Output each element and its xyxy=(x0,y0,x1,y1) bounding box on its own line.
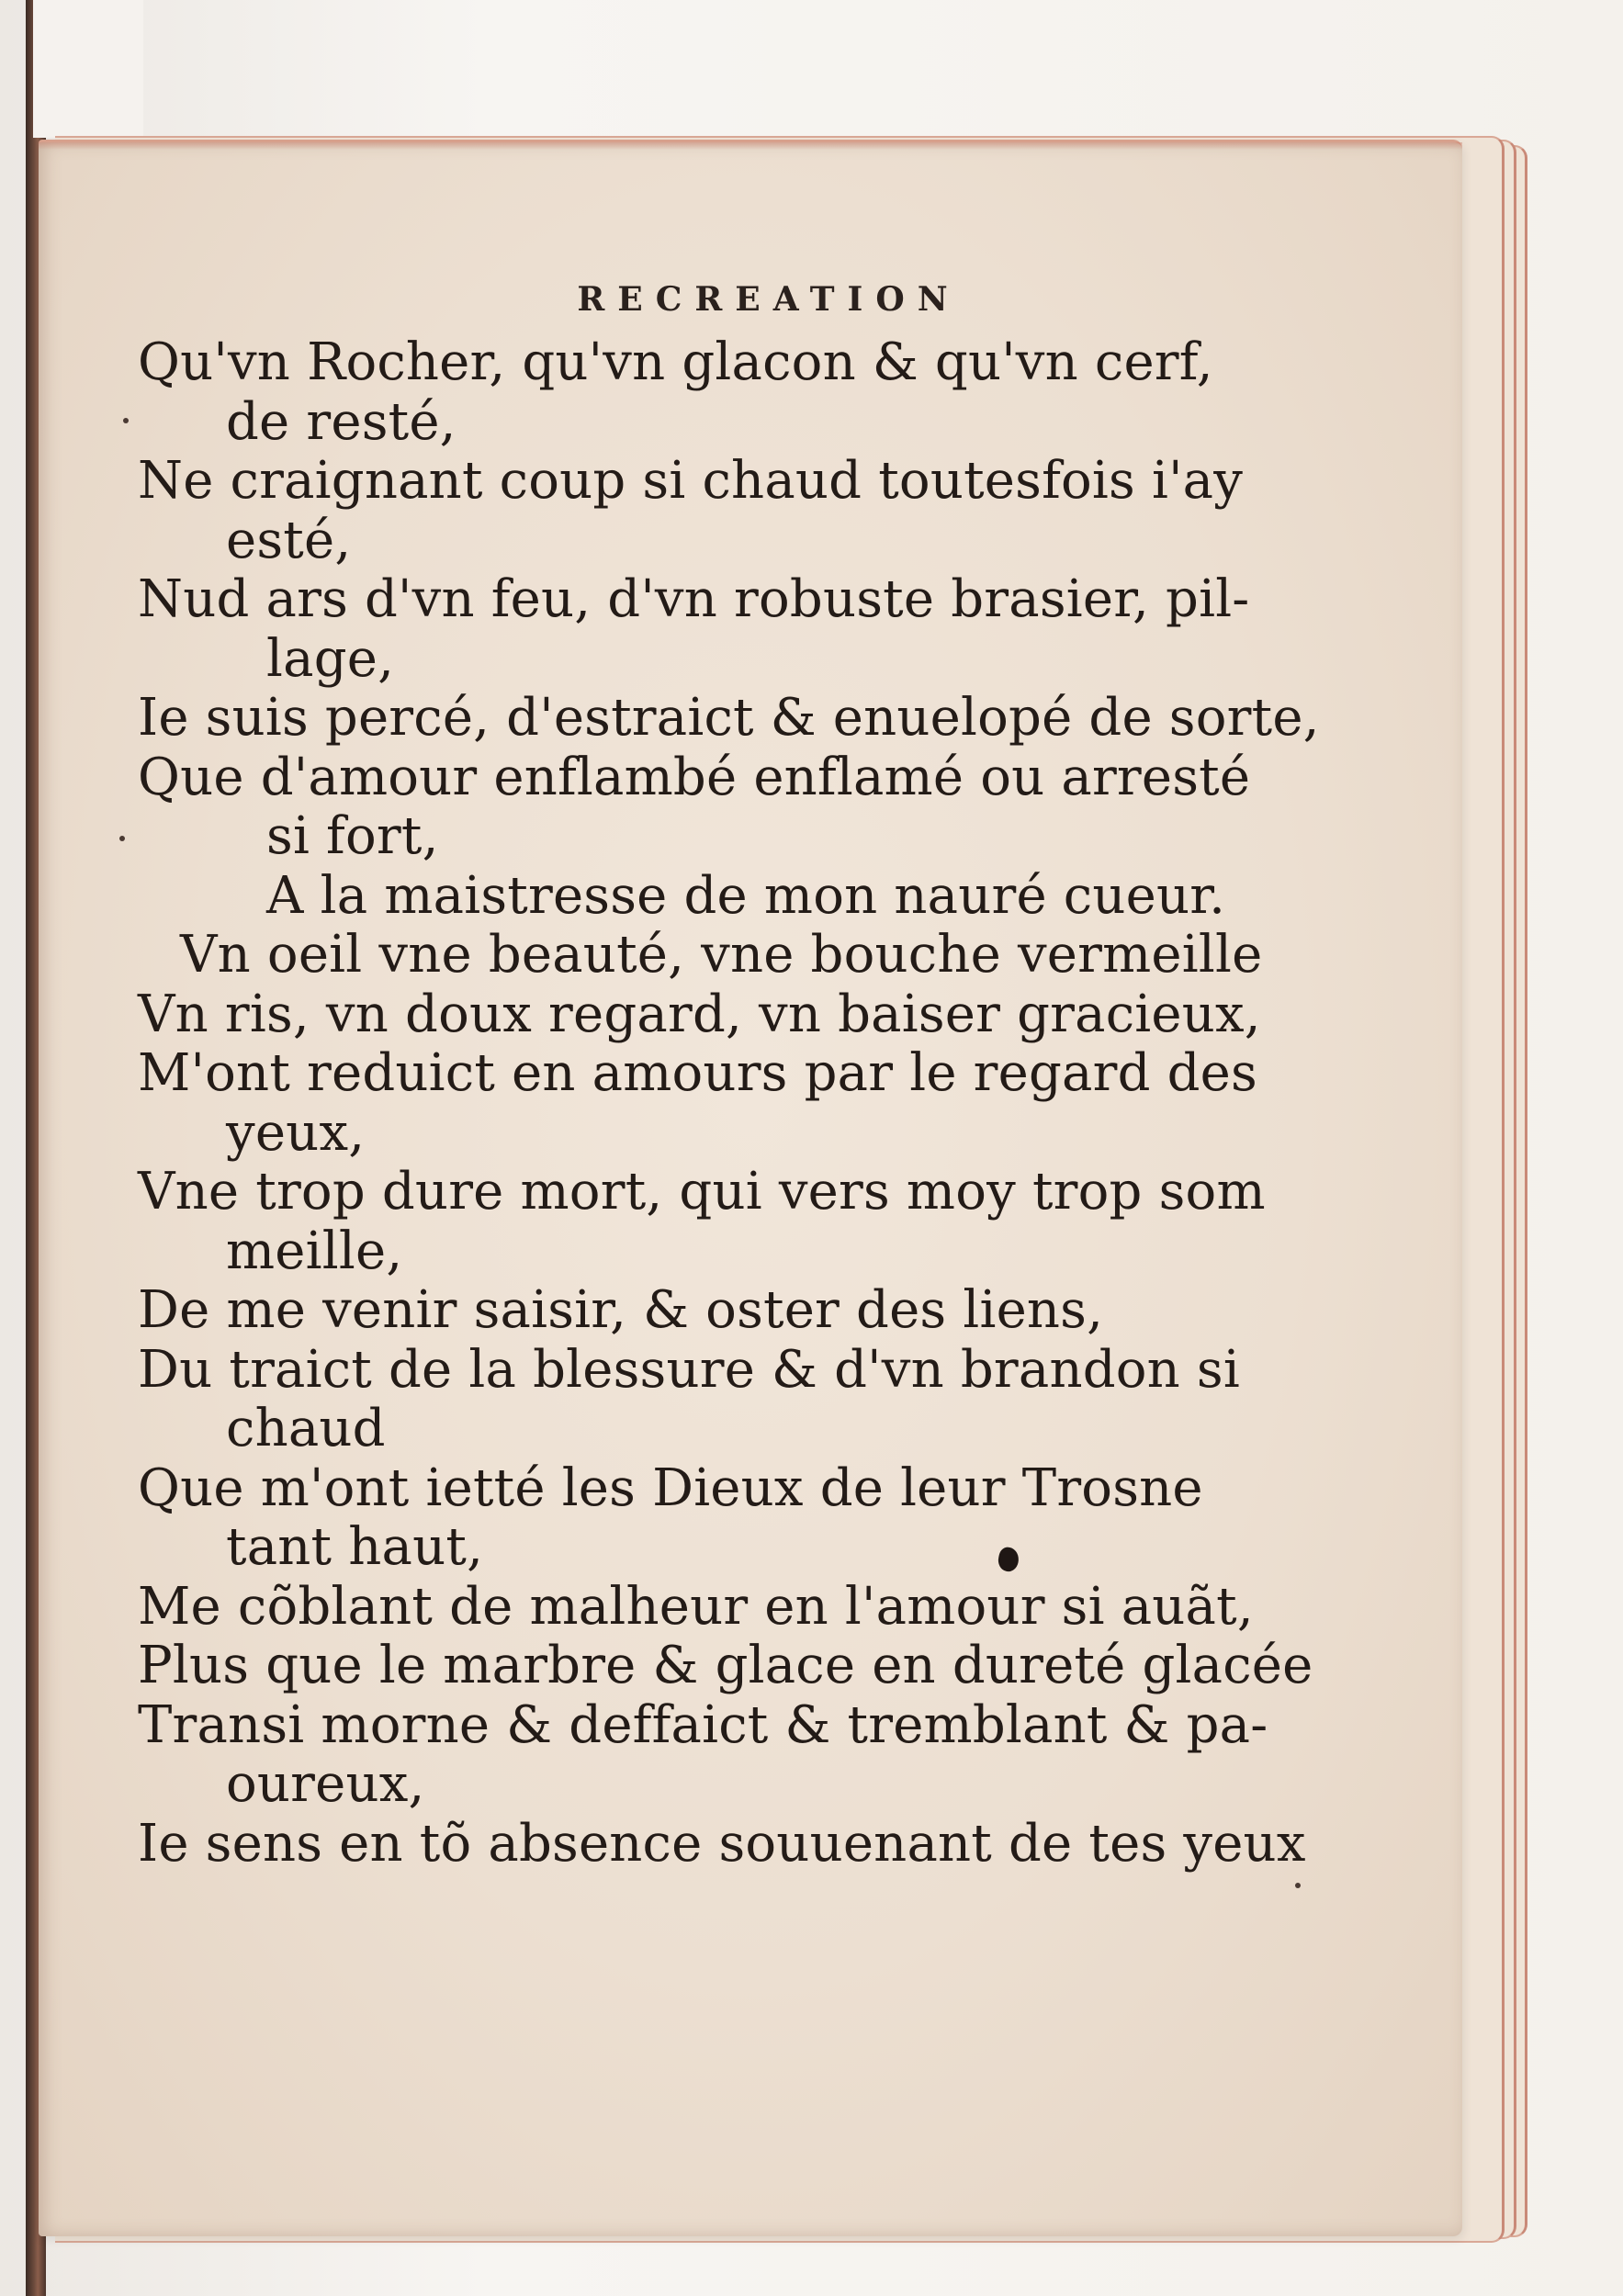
text-line: si fort, xyxy=(266,806,439,866)
text-line: M'ont reduict en amours par le regard des xyxy=(138,1043,1257,1103)
text-line: chaud xyxy=(226,1399,386,1458)
text-line: Vn ris, vn doux regard, vn baiser gracieux, xyxy=(138,984,1261,1044)
text-line: Qu'vn Rocher, qu'vn glacon & qu'vn cerf, xyxy=(138,332,1213,392)
background-corner xyxy=(33,0,143,138)
text-line: Transi morne & deffaict & tremblant & pa- xyxy=(138,1694,1268,1755)
text-line: meille, xyxy=(226,1221,403,1281)
text-line: Que m'ont ietté les Dieux de leur Trosne xyxy=(138,1458,1203,1518)
text-line: De me venir saisir, & oster des liens, xyxy=(138,1280,1104,1340)
text-line: lage, xyxy=(266,628,395,689)
text-line: Que d'amour enflambé enflamé ou arresté xyxy=(138,747,1251,807)
text-line: tant haut, xyxy=(226,1517,484,1577)
text-line: Vne trop dure mort, qui vers moy trop som xyxy=(138,1162,1266,1221)
text-line: Nud ars d'vn feu, d'vn robuste brasier, pil- xyxy=(138,569,1250,629)
poem-text xyxy=(138,333,1424,1874)
ink-speck xyxy=(119,836,125,841)
ink-speck xyxy=(123,418,129,423)
text-line: Me cõblant de malheur en l'amour si auãt, xyxy=(138,1576,1254,1637)
text-line: Ne craignant coup si chaud toutesfois i'ay xyxy=(138,451,1244,511)
text-line: yeux, xyxy=(226,1102,366,1163)
ink-speck xyxy=(1295,1883,1301,1888)
text-line: Plus que le marbre & glace en dureté glacée xyxy=(138,1636,1313,1695)
text-line: Ie sens en tõ absence souuenant de tes yeux xyxy=(138,1813,1306,1874)
text-line: de resté, xyxy=(226,391,456,452)
text-line: esté, xyxy=(226,510,352,570)
text-line: A la maistresse de mon nauré cueur. xyxy=(266,865,1226,926)
book-page xyxy=(39,140,1462,2236)
text-line: Ie suis percé, d'estraict & enuelopé de sorte, xyxy=(138,688,1320,748)
text-line: Vn oeil vne beauté, vne bouche vermeille xyxy=(180,925,1263,985)
text-line: Du traict de la blessure & d'vn brandon si xyxy=(138,1339,1240,1400)
running-head: RECREATION xyxy=(577,280,961,319)
text-line: oureux, xyxy=(226,1754,425,1814)
